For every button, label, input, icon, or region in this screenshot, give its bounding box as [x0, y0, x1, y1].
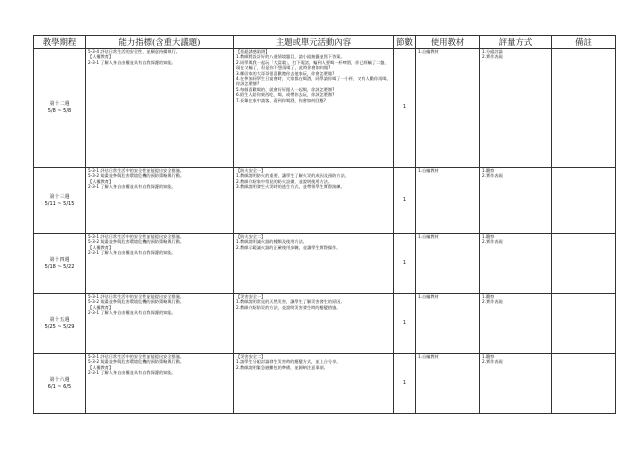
- content-line: 【災害安全二】: [236, 354, 266, 359]
- indicator-line: 5-3-1 評估日常生活中的安全性並能提出安全措施。: [88, 168, 185, 173]
- content-line: 3.鄰居家的大哥哥很喜歡邀你去他家玩，你會怎麼做?: [236, 70, 335, 76]
- indicator-line: 【人權教育】: [88, 304, 114, 310]
- content-line: 1.教師說明常見的天然災害，讓學生了解災害發生的原因。: [236, 299, 345, 305]
- content-line: 【災害安全一】: [236, 294, 266, 299]
- week-cell: [34, 234, 86, 294]
- assessment-item: 1.分組討論: [482, 49, 503, 54]
- week-dates: 5/25 ~ 5/29: [44, 323, 75, 330]
- week-label: 第十四週: [49, 256, 70, 263]
- indicator-line: 2-3-1 了解人身自由權並具有自我保護的知能。: [88, 59, 176, 65]
- indicator-line: 【人權教育】: [88, 178, 114, 184]
- content-cell: [234, 354, 394, 414]
- assessment-item: 1.觀察: [482, 168, 495, 173]
- week-label: 第十二週: [49, 101, 70, 107]
- materials-cell: 1.自編教材: [416, 294, 480, 354]
- indicator-line: 5-3-2 規畫並參與危害環境危機的預防策略與行動。: [88, 359, 185, 365]
- indicator-line: 5-3-2 規畫並參與危害環境危機的預防策略與行動。: [88, 173, 185, 179]
- content-line: 1.教師說明防火的重要，讓學生了解火災的成因及預防方法。: [236, 173, 349, 179]
- indicator-line: 2-3-1 了解人身自由權並具有自我保護的知能。: [88, 184, 176, 190]
- periods-cell: 1: [394, 49, 416, 168]
- week-dates: 6/1 ~ 6/5: [47, 383, 72, 390]
- content-line: 1.教師說明滅火器的種類及使用方法。: [236, 239, 307, 245]
- assessment-item: 1.觀察: [482, 234, 495, 239]
- header-notes: 備註: [552, 36, 616, 49]
- content-line: 【防火安全二】: [236, 234, 266, 239]
- content-line: 【防火安全一】: [236, 168, 266, 173]
- week-label: 第十六週: [49, 376, 70, 383]
- content-line: 2.教師說明緊急避難包的準備，並歸納注意事項。: [236, 364, 328, 370]
- notes-cell: [552, 294, 616, 354]
- content-line: 2.教師示範滅火器的正確使用步驟，並讓學生實際操作。: [236, 244, 341, 250]
- assessment-item: 2.實作表現: [482, 239, 503, 245]
- indicator-line: 【人權教育】: [88, 54, 114, 60]
- curriculum-plan-sheet: [33, 35, 615, 414]
- curriculum-table: [33, 35, 616, 414]
- indicators-cell: [86, 234, 234, 294]
- assessment-cell: [480, 234, 552, 294]
- content-cell: [234, 294, 394, 354]
- periods-cell: 1: [394, 354, 416, 414]
- header-assessment: 評量方式: [480, 36, 552, 49]
- assessment-cell: [480, 294, 552, 354]
- notes-cell: [552, 49, 616, 168]
- table-row: [34, 354, 616, 414]
- content-cell: [234, 234, 394, 294]
- content-line: 3.教師說明發生火災時的逃生方式，並帶領學生實際演練。: [236, 184, 345, 190]
- header-content: 主題或單元活動內容: [234, 36, 394, 49]
- indicators-cell: [86, 49, 234, 168]
- assessment-item: 2.實作表現: [482, 54, 503, 60]
- content-line: 7.長輩在家中請客、看到你喝酒，你會如何回應?: [236, 97, 326, 103]
- table-row: [34, 49, 616, 168]
- week-cell: [34, 294, 86, 354]
- header-periods: 節數: [394, 36, 416, 49]
- content-cell: [234, 49, 394, 168]
- week-cell: [34, 354, 86, 414]
- notes-cell: [552, 234, 616, 294]
- notes-cell: [552, 168, 616, 234]
- content-line: 6.陌生人給你東西吃、喝，或帶你去玩，你該怎麼辦?: [236, 92, 335, 98]
- week-cell: [34, 168, 86, 234]
- content-line: 2.同學與我一起玩「大富翁」，打下電話，輪到人要喝一杯啤酒，你已經輸了二盤，現在又輪了，但是你不想再喝了，此時你會如何做?: [236, 59, 389, 71]
- indicators-cell: [86, 354, 234, 414]
- week-dates: 5/18 ~ 5/22: [44, 263, 75, 270]
- indicator-line: 2-3-1 了解人身自由權並具有自我保護的知能。: [88, 310, 176, 316]
- assessment-item: 1.觀察: [482, 354, 495, 359]
- indicator-line: 5-3-2 規畫並參與危害環境危機的預防策略與行動。: [88, 239, 185, 245]
- week-cell: [34, 49, 86, 168]
- indicator-line: 【人權教育】: [88, 364, 114, 370]
- materials-cell: 1.自編教材: [416, 354, 480, 414]
- assessment-item: 2.實作表現: [482, 299, 503, 305]
- table-row: [34, 294, 616, 354]
- indicator-line: 【人權教育】: [88, 244, 114, 250]
- assessment-item: 2.實作表現: [482, 359, 503, 365]
- indicator-line: 5-3-1 評估日常生活中的安全性並能提出安全措施。: [88, 354, 185, 359]
- materials-cell: 1.自編教材: [416, 234, 480, 294]
- week-dates: 5/8 ~ 5/8: [47, 108, 72, 114]
- materials-cell: 1.自編教材: [416, 49, 480, 168]
- indicators-cell: [86, 168, 234, 234]
- indicator-line: 5-3-4 評估日常生活的安全性、並願意持續執行。: [88, 49, 180, 54]
- header-indicators: 能力指標(含重大議題): [86, 36, 234, 49]
- indicator-line: 5-3-2 規畫並參與危害環境危機的預防策略與行動。: [88, 299, 185, 305]
- periods-cell: 1: [394, 168, 416, 234]
- content-line: 5.每個喜歡喝的、就會好好跟人一起喝，你該怎麼辦?: [236, 86, 335, 92]
- indicator-line: 2-3-1 了解人身自由權並具有自我保護的知能。: [88, 250, 176, 256]
- notes-cell: [552, 354, 616, 414]
- content-line: 1.請學生分組討論發生災害時的應變方式，並上台分享。: [236, 359, 341, 365]
- content-line: 2.教師介紹防災的方法，並說明災害發生時的應變措施。: [236, 304, 341, 310]
- indicator-line: 5-3-1 評估日常生活中的安全性並能提出安全措施。: [88, 294, 185, 299]
- header-schedule: 教學期程: [34, 36, 86, 49]
- content-line: 1.教師將設計好的八道情境題目，請小組抽籤並寫下答案。: [236, 54, 345, 60]
- table-row: [34, 234, 616, 294]
- materials-cell: 1.自編教材: [416, 168, 480, 234]
- assessment-item: 1.觀察: [482, 294, 495, 299]
- assessment-cell: [480, 354, 552, 414]
- header-materials: 使用教材: [416, 36, 480, 49]
- header-row: [34, 36, 616, 49]
- indicator-line: 2-3-1 了解人身自由權並具有自我保護的知能。: [88, 370, 176, 376]
- table-row: [34, 168, 616, 234]
- assessment-item: 2.實作表現: [482, 173, 503, 179]
- content-cell: [234, 168, 394, 234]
- indicators-cell: [86, 294, 234, 354]
- week-label: 第十五週: [49, 316, 70, 323]
- week-label: 第十三週: [49, 193, 70, 200]
- week-dates: 5/11 ~ 5/15: [44, 200, 75, 207]
- indicator-line: 5-3-1 評估日常生活中的安全性並能提出安全措施。: [88, 234, 185, 239]
- content-line: 2.教師介紹家中常見的防火設備，並說明使用方法。: [236, 178, 333, 184]
- assessment-cell: [480, 168, 552, 234]
- content-line: 4.在參加同學生日宴會時，大家都在喝酒，同學請你喝了一小杯，又有人勸你再喝，你該怎麼辦?: [236, 76, 391, 87]
- periods-cell: 1: [394, 294, 416, 354]
- assessment-cell: [480, 49, 552, 168]
- periods-cell: 1: [394, 234, 416, 294]
- content-line: 【拒絕誘惑陷阱】: [236, 49, 270, 54]
